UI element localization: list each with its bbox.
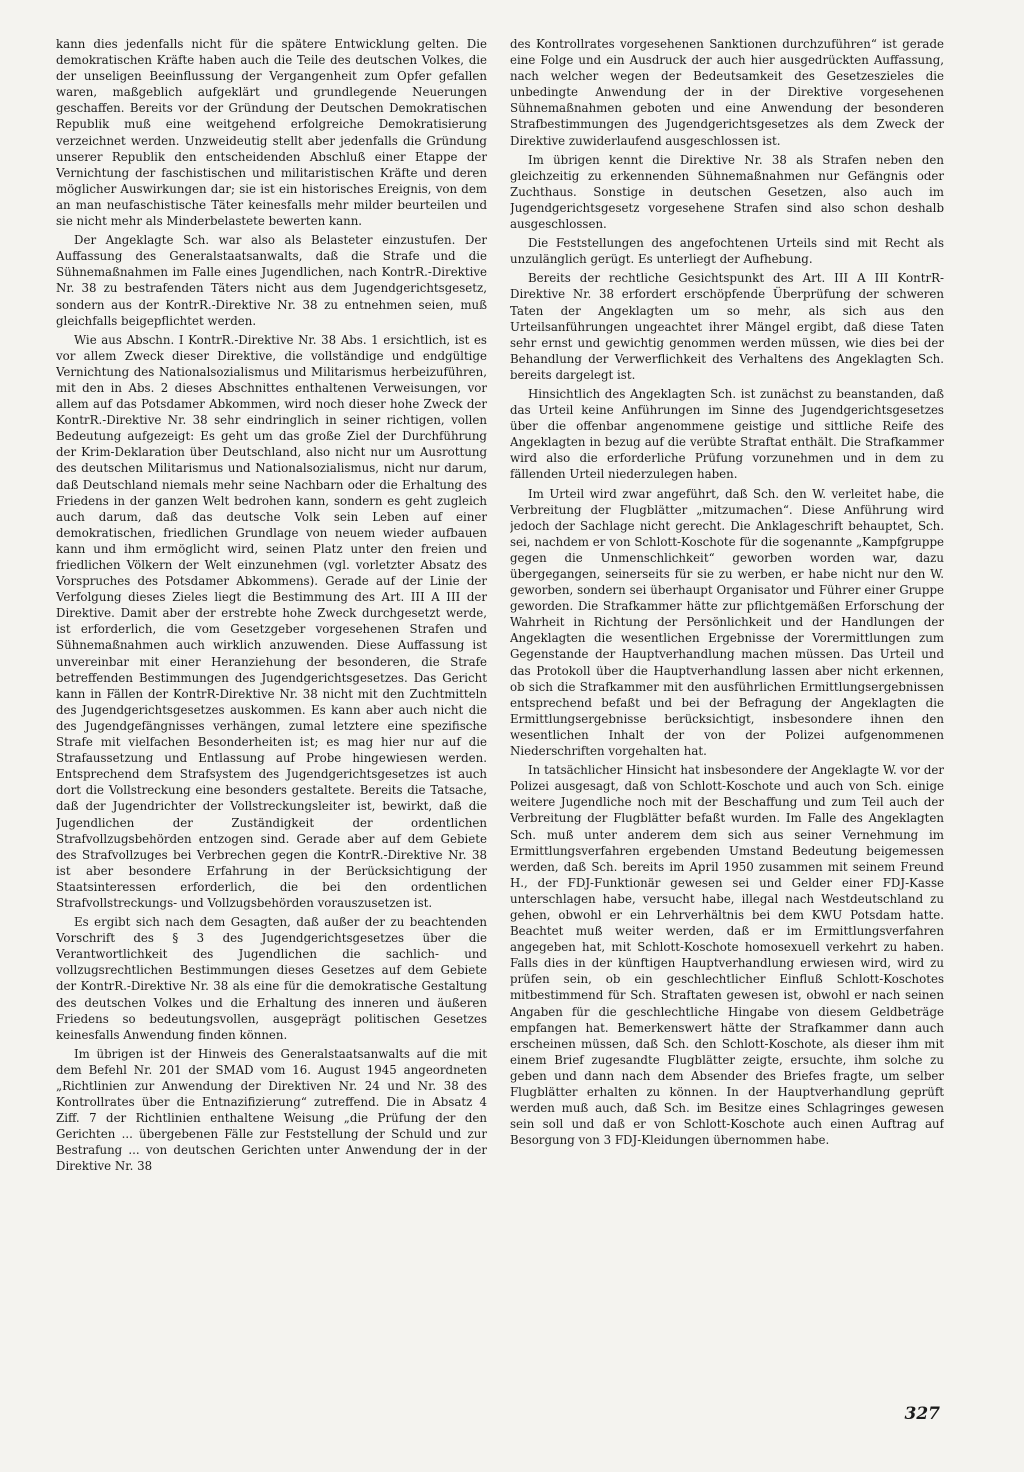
paragraph: Die Feststellungen des angefochtenen Urteils sind mit Recht als unzulänglich gerügt. Es unterliegt der Aufhebung. [510, 236, 944, 267]
right-column [510, 36, 944, 1396]
paragraph: des Kontrollrates vorgesehenen Sanktionen durchzuführen“ ist gerade eine Folge und ein Ausdruck der auch hier ausgedrückten Auffassung, nach welcher wegen der Bedeutsamkeit des Gesetzeszieles die unbedingte Anwendung der in der Direktive vorgesehenen Sühnemaßnahmen geboten und eine Anwendung der besonderen Strafbestimmungen des Jugendgerichtsgesetzes als dem Zweck der Direktive zuwiderlaufend ausgeschlossen ist. [510, 37, 944, 148]
paragraph: Im Urteil wird zwar angeführt, daß Sch. den W. verleitet habe, die Verbreitung der Flugblätter „mitzumachen“. Diese Anführung wird jedoch der Sachlage nicht gerecht. Die Anklageschrift behauptet, Sch. sei, nachdem er von Schlott-Koschote für die sogenannte „Kampfgruppe gegen die Unmenschlichkeit“ geworben worden war, dazu übergegangen, seinerseits für sie zu werben, er habe nicht nur den W. geworben, sondern sei überhaupt Organisator und Führer einer Gruppe geworden. Die Strafkammer hätte zur pflichtgemäßen Erforschung der Wahrheit in Richtung der Persönlichkeit und der Handlungen der Angeklagten die wesentlichen Ergebnisse der Vorermittlungen zum Gegenstande der Hauptverhandlung machen müssen. Das Urteil und das Protokoll über die Hauptverhandlung lassen aber nicht erkennen, ob sich die Strafkammer mit den ausführlichen Ermittlungsergebnissen entsprechend befaßt und bei der Befragung der Angeklagten die Ermittlungsergebnisse berücksichtigt, insbesondere ihnen den wesentlichen Inhalt der von der Polizei aufgenommenen Niederschriften vorgehalten hat. [510, 486, 944, 759]
paragraph: In tatsächlicher Hinsicht hat insbesondere der Angeklagte W. vor der Polizei ausgesagt, daß von Schlott-Koschote und auch von Sch. einige weitere Jugendliche noch mit der Beschaffung und zum Teil auch der Verbreitung der Flugblätter befaßt wurden. Im Falle des Angeklagten Sch. muß unter anderem dem sich aus seiner Vernehmung im Ermittlungsverfahren ergebenden Umstand Bedeutung beigemessen werden, daß Sch. bereits im April 1950 zusammen mit seinem Freund H., der FDJ-Funktionär gewesen sei und Gelder einer FDJ-Kasse unterschlagen habe, versucht habe, illegal nach Westdeutschland zu gehen, obwohl er ein Lehrverhältnis bei dem KWU Potsdam hatte. Beachtet muß weiter werden, daß er im Ermittlungsverfahren angegeben hat, mit Schlott-Koschote homosexuell verkehrt zu haben. Falls dies in der künftigen Hauptverhandlung erwiesen wird, wird zu prüfen sein, ob ein geschlechtlicher Einfluß Schlott-Koschotes mitbestimmend für Sch. Straftaten gewesen ist, obwohl er nach seinen Angaben für die geschlechtliche Hingabe von diesem Geldbeträge empfangen hat. Bemerkenswert hätte der Strafkammer dann auch erscheinen müssen, daß Sch. den Schlott-Koschote, als dieser ihm mit einem Brief zugesandte Flugblätter zeigte, ersuchte, ihm solche zu geben und dann nach dem Absender des Briefes fragte, um selber Flugblätter erhalten zu können. In der Hauptverhandlung geprüft werden muß auch, daß Sch. im Besitze eines Schlagringes gewesen sein soll und daß er von Schlott-Koschote auch einen Auftrag auf Besorgung von 3 FDJ-Kleidungen übernommen habe. [510, 763, 944, 1148]
page-number: 327 [904, 1404, 940, 1424]
paragraph: Wie aus Abschn. I KontrR.-Direktive Nr. 38 Abs. 1 ersichtlich, ist es vor allem Zweck dieser Direktive, die vollständige und endgültige Vernichtung des Nationalsozialismus und Militarismus herbeizuführen, mit den in Abs. 2 dieses Abschnittes enthaltenen Verweisungen, vor allem auf das Potsdamer Abkommen, wird noch dieser hohe Zweck der KontrR.-Direktive Nr. 38 sehr eindringlich in seiner richtigen, vollen Bedeutung aufgezeigt: Es geht um das große Ziel der Durchführung der Krim-Deklaration über Deutschland, also nicht nur um Ausrottung des deutschen Militarismus und Nationalsozialismus, nicht nur darum, daß Deutschland niemals mehr seine Nachbarn oder die Erhaltung des Friedens in der ganzen Welt bedrohen kann, sondern es geht zugleich auch darum, daß das deutsche Volk sein Leben auf einer demokratischen, friedlichen Grundlage von neuem wieder aufbauen kann und ihm ermöglicht wird, seinen Platz unter den freien und friedlichen Völkern der Welt einzunehmen (vgl. vorletzter Absatz des Vorspruches des Potsdamer Abkommens). Gerade auf der Linie der Verfolgung dieses Zieles liegt die Bestimmung des Art. III A III der Direktive. Damit aber der erstrebte hohe Zweck durchgesetzt werde, ist erforderlich, die vom Gesetzgeber vorgesehenen Strafen und Sühnemaßnahmen auch wirklich anzuwenden. Diese Auffassung ist unvereinbar mit einer Heranziehung der besonderen, die Strafe betreffenden Bestimmungen des Jugendgerichtsgesetzes. Das Gericht kann in Fällen der KontrR-Direktive Nr. 38 nicht mit den Zuchtmitteln des Jugendgerichtsgesetzes auskommen. Es kann aber auch nicht die des Jugendgefängnisses verhängen, zumal letztere eine spezifische Strafe mit vielfachen Besonderheiten ist; es mag hier nur auf die Strafaussetzung und Entlassung auf Probe hingewiesen werden. Entsprechend dem Strafsystem des Jugendgerichtsgesetzes ist auch dort die Vollstreckung eine besonders gestaltete. Bereits die Tatsache, daß der Jugendrichter der Vollstreckungsleiter ist, bewirkt, daß die Jugendlichen der Zuständigkeit der ordentlichen Strafvollzugsbehörden entzogen sind. Gerade aber auf dem Gebiete des Strafvollzuges bei Verbrechen gegen die KontrR.-Direktive Nr. 38 ist aber besondere Erfahrung in der Berücksichtigung der Staatsinteressen erforderlich, die bei den ordentlichen Strafvollstreckungs- und Vollzugsbehörden vorauszusetzen ist. [56, 332, 487, 910]
left-column [56, 36, 487, 1396]
paragraph: Im übrigen ist der Hinweis des Generalstaatsanwalts auf die mit dem Befehl Nr. 201 der SMAD vom 16. August 1945 angeordneten „Richtlinien zur Anwendung der Direktiven Nr. 24 und Nr. 38 des Kontrollrates über die Entnazifizierung“ zutreffend. Die in Absatz 4 Ziff. 7 der Richtlinien enthaltene Weisung „die Prüfung der den Gerichten ... übergebenen Fälle zur Feststellung der Schuld und zur Bestrafung ... von deutschen Gerichten unter Anwendung der in der Direktive Nr. 38 [56, 1046, 487, 1174]
paragraph: Es ergibt sich nach dem Gesagten, daß außer der zu beachtenden Vorschrift des § 3 des Jugendgerichtsgesetzes über die Verantwortlichkeit des Jugendlichen die sachlich- und vollzugsrechtlichen Bestimmungen dieses Gesetzes auf dem Gebiete der KontrR.-Direktive Nr. 38 als eine für die demokratische Gestaltung des deutschen Volkes und die Erhaltung des inneren und äußeren Friedens so bedeutungsvollen, ausgeprägt politischen Gesetzes keinesfalls Anwendung finden können. [56, 915, 487, 1042]
paragraph: Im übrigen kennt die Direktive Nr. 38 als Strafen neben den gleichzeitig zu erkennenden Sühnemaßnahmen nur Gefängnis oder Zuchthaus. Sonstige in deutschen Gesetzen, also auch im Jugendgerichtsgesetz vorgesehene Strafen sind also schon deshalb ausgeschlossen. [510, 152, 944, 232]
paragraph: Hinsichtlich des Angeklagten Sch. ist zunächst zu beanstanden, daß das Urteil keine Anführungen im Sinne des Jugendgerichtsgesetzes über die offenbar angenommene geistige und sittliche Reife des Angeklagten in bezug auf die verübte Straftat enthält. Die Strafkammer wird also die erforderliche Prüfung vorzunehmen und in dem zu fällenden Urteil niederzulegen haben. [510, 386, 944, 482]
paragraph: kann dies jedenfalls nicht für die spätere Entwicklung gelten. Die demokratischen Kräfte haben auch die Teile des deutschen Volkes, die der unseligen Beeinflussung der Vergangenheit zum Opfer gefallen waren, maßgeblich aufgeklärt und grundlegende Neuerungen geschaffen. Bereits vor der Gründung der Deutschen Demokratischen Republik muß eine weitgehend erfolgreiche Demokratisierung verzeichnet werden. Unzweideutig stellt aber jedenfalls die Gründung unserer Republik den entscheidenden Abschluß einer Etappe der Vernichtung der faschistischen und militaristischen Kräfte und deren möglicher Auswirkungen dar; sie ist ein historisches Ereignis, von dem an man neufaschistische Täter keinesfalls mehr milder beurteilen und sie nicht mehr als Minderbelastete bewerten kann. [56, 37, 487, 229]
paragraph: Bereits der rechtliche Gesichtspunkt des Art. III A III KontrR-Direktive Nr. 38 erfordert erschöpfende Überprüfung der schweren Taten der Angeklagten um so mehr, als sich aus den Urteilsanführungen ungeachtet ihrer Mängel ergibt, daß diese Taten sehr ernst und gewichtig genommen werden müssen, wie dies bei der Behandlung der Verwerflichkeit des Verhaltens des Angeklagten Sch. bereits dargelegt ist. [510, 271, 944, 382]
paragraph: Der Angeklagte Sch. war also als Belasteter einzustufen. Der Auffassung des Generalstaatsanwalts, daß die Strafe und die Sühnemaßnahmen im Falle eines Jugendlichen, nach KontrR.-Direktive Nr. 38 zu bestrafenden Täters nicht aus dem Jugendgerichtsgesetz, sondern aus der KontrR.-Direktive Nr. 38 zu entnehmen seien, muß gleichfalls beigepflichtet werden. [56, 233, 487, 328]
